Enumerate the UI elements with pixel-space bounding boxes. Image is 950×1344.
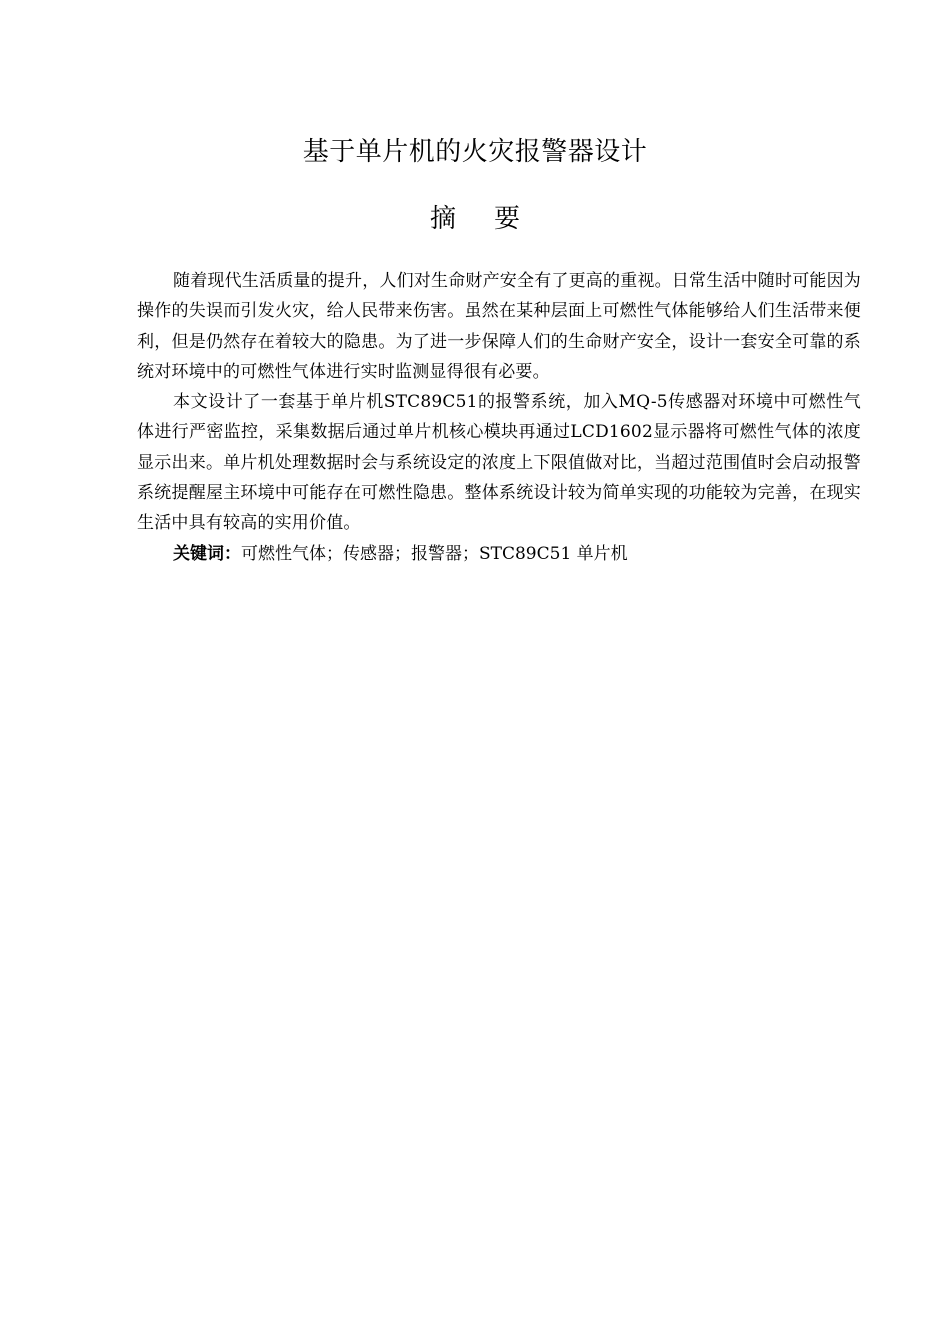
keywords-line (137, 539, 861, 569)
keywords-value: 可燃性气体；传感器；报警器；STC89C51 单片机 (241, 543, 628, 564)
abstract-paragraph-2: 本文设计了一套基于单片机STC89C51的报警系统，加入MQ-5传感器对环境中可燃性气体进行严密监控，采集数据后通过单片机核心模块再通过LCD1602显示器将可燃性气体的浓度显示出来。单片机处理数据时会与系统设定的浓度上下限值做对比，当超过范围值时会启动报警系统提醒屋主环境中可能存在可燃性隐患。整体系统设计较为简单实现的功能较为完善，在现实生活中具有较高的实用价值。 (137, 392, 861, 534)
abstract-heading (0, 200, 950, 238)
keywords-label: 关键词： (173, 543, 241, 564)
abstract-paragraph-1: 随着现代生活质量的提升，人们对生命财产安全有了更高的重视。日常生活中随时可能因为操作的失误而引发火灾，给人民带来伤害。虽然在某种层面上可燃性气体能够给人们生活带来便利，但是仍然存在着较大的隐患。为了进一步保障人们的生命财产安全，设计一套安全可靠的系统对环境中的可燃性气体进行实时监测显得很有必要。 (137, 271, 861, 382)
abstract-body (137, 266, 861, 569)
abstract-heading-char-2: 要 (494, 204, 521, 234)
abstract-heading-char-1: 摘 (429, 204, 456, 234)
document-title: 基于单片机的火灾报警器设计 (302, 137, 648, 167)
